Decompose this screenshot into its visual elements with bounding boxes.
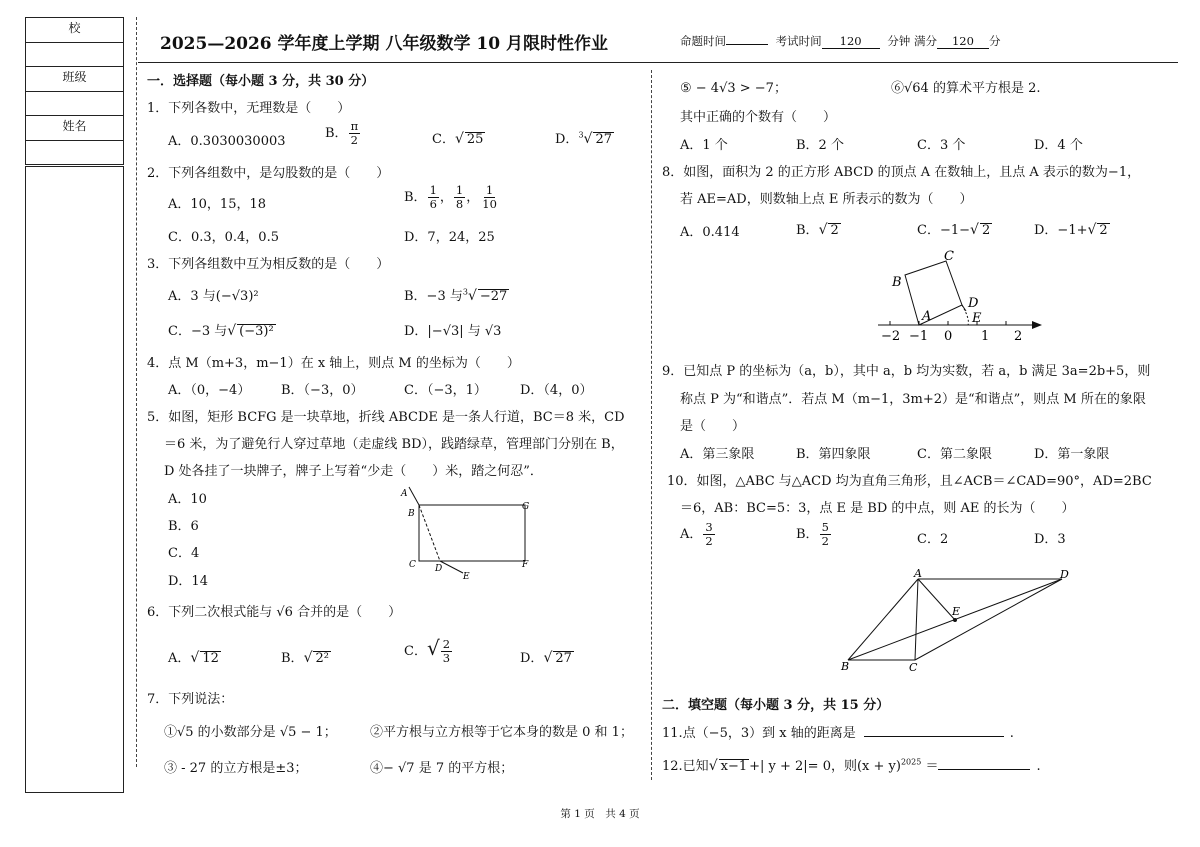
section-choice-title: 一．选择题（每小题 3 分，共 30 分） xyxy=(147,74,375,89)
student-info-box xyxy=(25,17,124,165)
fig5-label-e: E xyxy=(463,572,470,582)
q7-option-d: D．4 个 xyxy=(1034,138,1083,153)
q7-statement-1: ①√5 的小数部分是 √5 − 1； xyxy=(164,725,337,740)
column-divider xyxy=(651,70,652,780)
q10-option-d: D．3 xyxy=(1034,532,1066,547)
q9-option-a: A．第三象限 xyxy=(680,447,755,462)
q5-option-c: C．4 xyxy=(168,546,200,561)
axis-tick-0: 0 xyxy=(944,329,953,344)
q7-statement-4: ④− √7 是 7 的平方根； xyxy=(370,761,514,776)
fig5-label-f: F xyxy=(522,560,529,570)
fig8-label-a: A xyxy=(922,309,932,324)
question-6: 6．下列二次根式能与 √6 合并的是（ ） xyxy=(147,605,402,620)
question-7: 7．下列说法： xyxy=(147,692,234,707)
fig10-label-c: C xyxy=(909,661,918,674)
fig5-label-g: G xyxy=(522,502,530,512)
q3-option-c: C．−3 与√ (−3)² xyxy=(168,323,274,339)
q11-answer-blank[interactable] xyxy=(864,736,1004,737)
q8-option-d: D．−1+√ 2 xyxy=(1034,222,1108,238)
q8-number-line-figure xyxy=(870,245,1050,345)
q9-option-c: C．第二象限 xyxy=(917,447,992,462)
q7-option-b: B．2 个 xyxy=(796,138,844,153)
q1-option-b: B． $\frac{\pi}{2}$ xyxy=(325,119,359,147)
school-field[interactable] xyxy=(26,43,123,67)
q4-option-a: A．（0，−4） xyxy=(168,383,251,398)
question-1: 1．下列各数中，无理数是（ ） xyxy=(147,101,351,116)
question-8-line2: 若 AE=AD，则数轴上点 E 所表示的数为（ ） xyxy=(680,192,973,207)
q8-option-b: B．√ 2 xyxy=(796,222,839,238)
name-field[interactable] xyxy=(26,141,123,164)
q2-option-c: C．0.3，0.4，0.5 xyxy=(168,230,279,245)
question-2: 2．下列各组数中，是勾股数的是（ ） xyxy=(147,166,390,181)
page-title: 2025—2026 学年度上学期 八年级数学 10 月限时性作业 xyxy=(160,34,608,54)
q6-option-a: A．√ 12 xyxy=(168,650,219,666)
q6-option-c: C．√ $\frac{2}{3}$ xyxy=(404,636,451,665)
q1-option-a: A．0.3030030003 xyxy=(168,134,286,149)
q1-option-d: D．$^3$√ 27 xyxy=(555,130,612,147)
class-label: 班级 xyxy=(26,67,123,92)
exam-meta: 命题时间 考试时间 120 分钟 满分 120 分 xyxy=(680,34,1001,48)
fig5-label-d: D xyxy=(435,564,443,574)
q2-option-b: B． $\frac{1}{6}$ ， $\frac{1}{8}$ ， $\frac{1}{10}$ xyxy=(404,183,497,211)
q10-option-c: C．2 xyxy=(917,532,949,547)
binding-line xyxy=(136,17,137,767)
q7-statement-5: ⑤ − 4√3 > −7； xyxy=(680,81,787,96)
fig5-label-c: C xyxy=(409,560,416,570)
question-11: 11.点（−5，3）到 x 轴的距离是 . xyxy=(662,726,1014,741)
q10-triangle-figure xyxy=(835,565,1075,675)
fig10-label-e: E xyxy=(952,605,961,618)
question-5-line3: D 处各挂了一块牌子，牌子上写着“少走（ ）米，踏之何忍”． xyxy=(164,464,543,479)
axis-tick-neg2: −2 xyxy=(881,329,901,344)
class-field[interactable] xyxy=(26,92,123,116)
q7-option-a: A．1 个 xyxy=(680,138,728,153)
q5-option-a: A．10 xyxy=(168,492,207,507)
question-12: 12.已知√ x−1 +| y + 2|= 0，则$(x + y)^{2025}$ ＝ . xyxy=(662,757,1041,774)
question-4: 4．点 M（m+3，m−1）在 x 轴上，则点 M 的坐标为（ ） xyxy=(147,356,520,371)
q5-option-d: D．14 xyxy=(168,574,208,589)
q9-option-b: B．第四象限 xyxy=(796,447,871,462)
seat-box xyxy=(25,166,124,793)
fig10-label-a: A xyxy=(914,567,922,580)
axis-tick-neg1: −1 xyxy=(909,329,929,344)
fig5-label-b: B xyxy=(408,509,415,519)
fig8-label-d: D xyxy=(968,296,979,311)
question-5-line2: ＝6 米，为了避免行人穿过草地（走虚线 BD），践踏绿草，管理部门分别在 B， xyxy=(164,437,624,452)
header-rule xyxy=(138,62,1178,63)
q3-option-d: D．|−√3| 与 √3 xyxy=(404,324,502,339)
q2-option-a: A．10，15，18 xyxy=(168,197,267,212)
fig8-label-b: B xyxy=(892,275,902,290)
page-number: 第 1 页 共 4 页 xyxy=(560,808,640,820)
q2-option-d: D．7，24，25 xyxy=(404,230,495,245)
q5-rectangle-figure xyxy=(395,483,540,583)
question-9-line1: 9．已知点 P 的坐标为（a，b），其中 a，b 均为实数，若 a，b 满足 3a=2b+5，则 xyxy=(662,364,1151,379)
q10-option-a: A． $\frac{3}{2}$ xyxy=(680,520,713,548)
q1-option-c: C．√ 25 xyxy=(432,131,484,147)
q12-answer-blank[interactable] xyxy=(938,769,1030,770)
fig10-label-d: D xyxy=(1060,568,1069,581)
q9-option-d: D．第一象限 xyxy=(1034,447,1110,462)
q8-option-c: C．−1−√ 2 xyxy=(917,222,991,238)
q4-option-d: D．（4，0） xyxy=(520,383,593,398)
q7-option-c: C．3 个 xyxy=(917,138,966,153)
q4-option-b: B．（−3，0） xyxy=(281,383,364,398)
q3-option-b: B．−3 与$^3$√ −27 xyxy=(404,287,508,304)
q6-option-d: D．√ 27 xyxy=(520,650,572,666)
fig8-label-c: C xyxy=(944,249,954,264)
q7-statement-2: ②平方根与立方根等于它本身的数是 0 和 1； xyxy=(370,725,633,740)
q10-option-b: B． $\frac{5}{2}$ xyxy=(796,520,829,548)
question-10-line2: ＝6，AB：BC=5：3，点 E 是 BD 的中点，则 AE 的长为（ ） xyxy=(680,501,1075,516)
fig10-label-b: B xyxy=(841,660,850,673)
q4-option-c: C．（−3，1） xyxy=(404,383,487,398)
name-label: 姓名 xyxy=(26,116,123,141)
axis-tick-1: 1 xyxy=(981,329,990,344)
question-8-line1: 8．如图，面积为 2 的正方形 ABCD 的顶点 A 在数轴上，且点 A 表示的数为−1， xyxy=(662,165,1141,180)
axis-tick-2: 2 xyxy=(1014,329,1023,344)
fig5-label-a: A xyxy=(401,489,408,499)
q7-ask: 其中正确的个数有（ ） xyxy=(680,110,837,125)
q8-option-a: A．0.414 xyxy=(680,225,740,240)
q7-statement-3: ③ - 27 的立方根是±3； xyxy=(164,761,308,776)
q7-statement-6: ⑥√64 的算术平方根是 2. xyxy=(891,81,1041,96)
q3-option-a: A．3 与(−√3)² xyxy=(168,289,259,304)
question-9-line3: 是（ ） xyxy=(680,419,746,434)
question-10-line1: 10．如图，△ABC 与△ACD 均为直角三角形，且∠ACB＝∠CAD=90°，AD=2BC xyxy=(667,474,1152,489)
question-5-line1: 5．如图，矩形 BCFG 是一块草地，折线 ABCDE 是一条人行道，BC＝8 米，CD xyxy=(147,410,625,425)
question-9-line2: 称点 P 为“和谐点”．若点 M（m−1，3m+2）是“和谐点”，则点 M 所在的象限 xyxy=(680,392,1146,407)
question-3: 3．下列各组数中互为相反数的是（ ） xyxy=(147,257,390,272)
school-label: 校 xyxy=(26,18,123,43)
q6-option-b: B．√ 2² xyxy=(281,650,329,666)
section-fill-title: 二．填空题（每小题 3 分，共 15 分） xyxy=(662,698,890,713)
fig8-label-e: E xyxy=(972,311,982,326)
q5-option-b: B．6 xyxy=(168,519,199,534)
